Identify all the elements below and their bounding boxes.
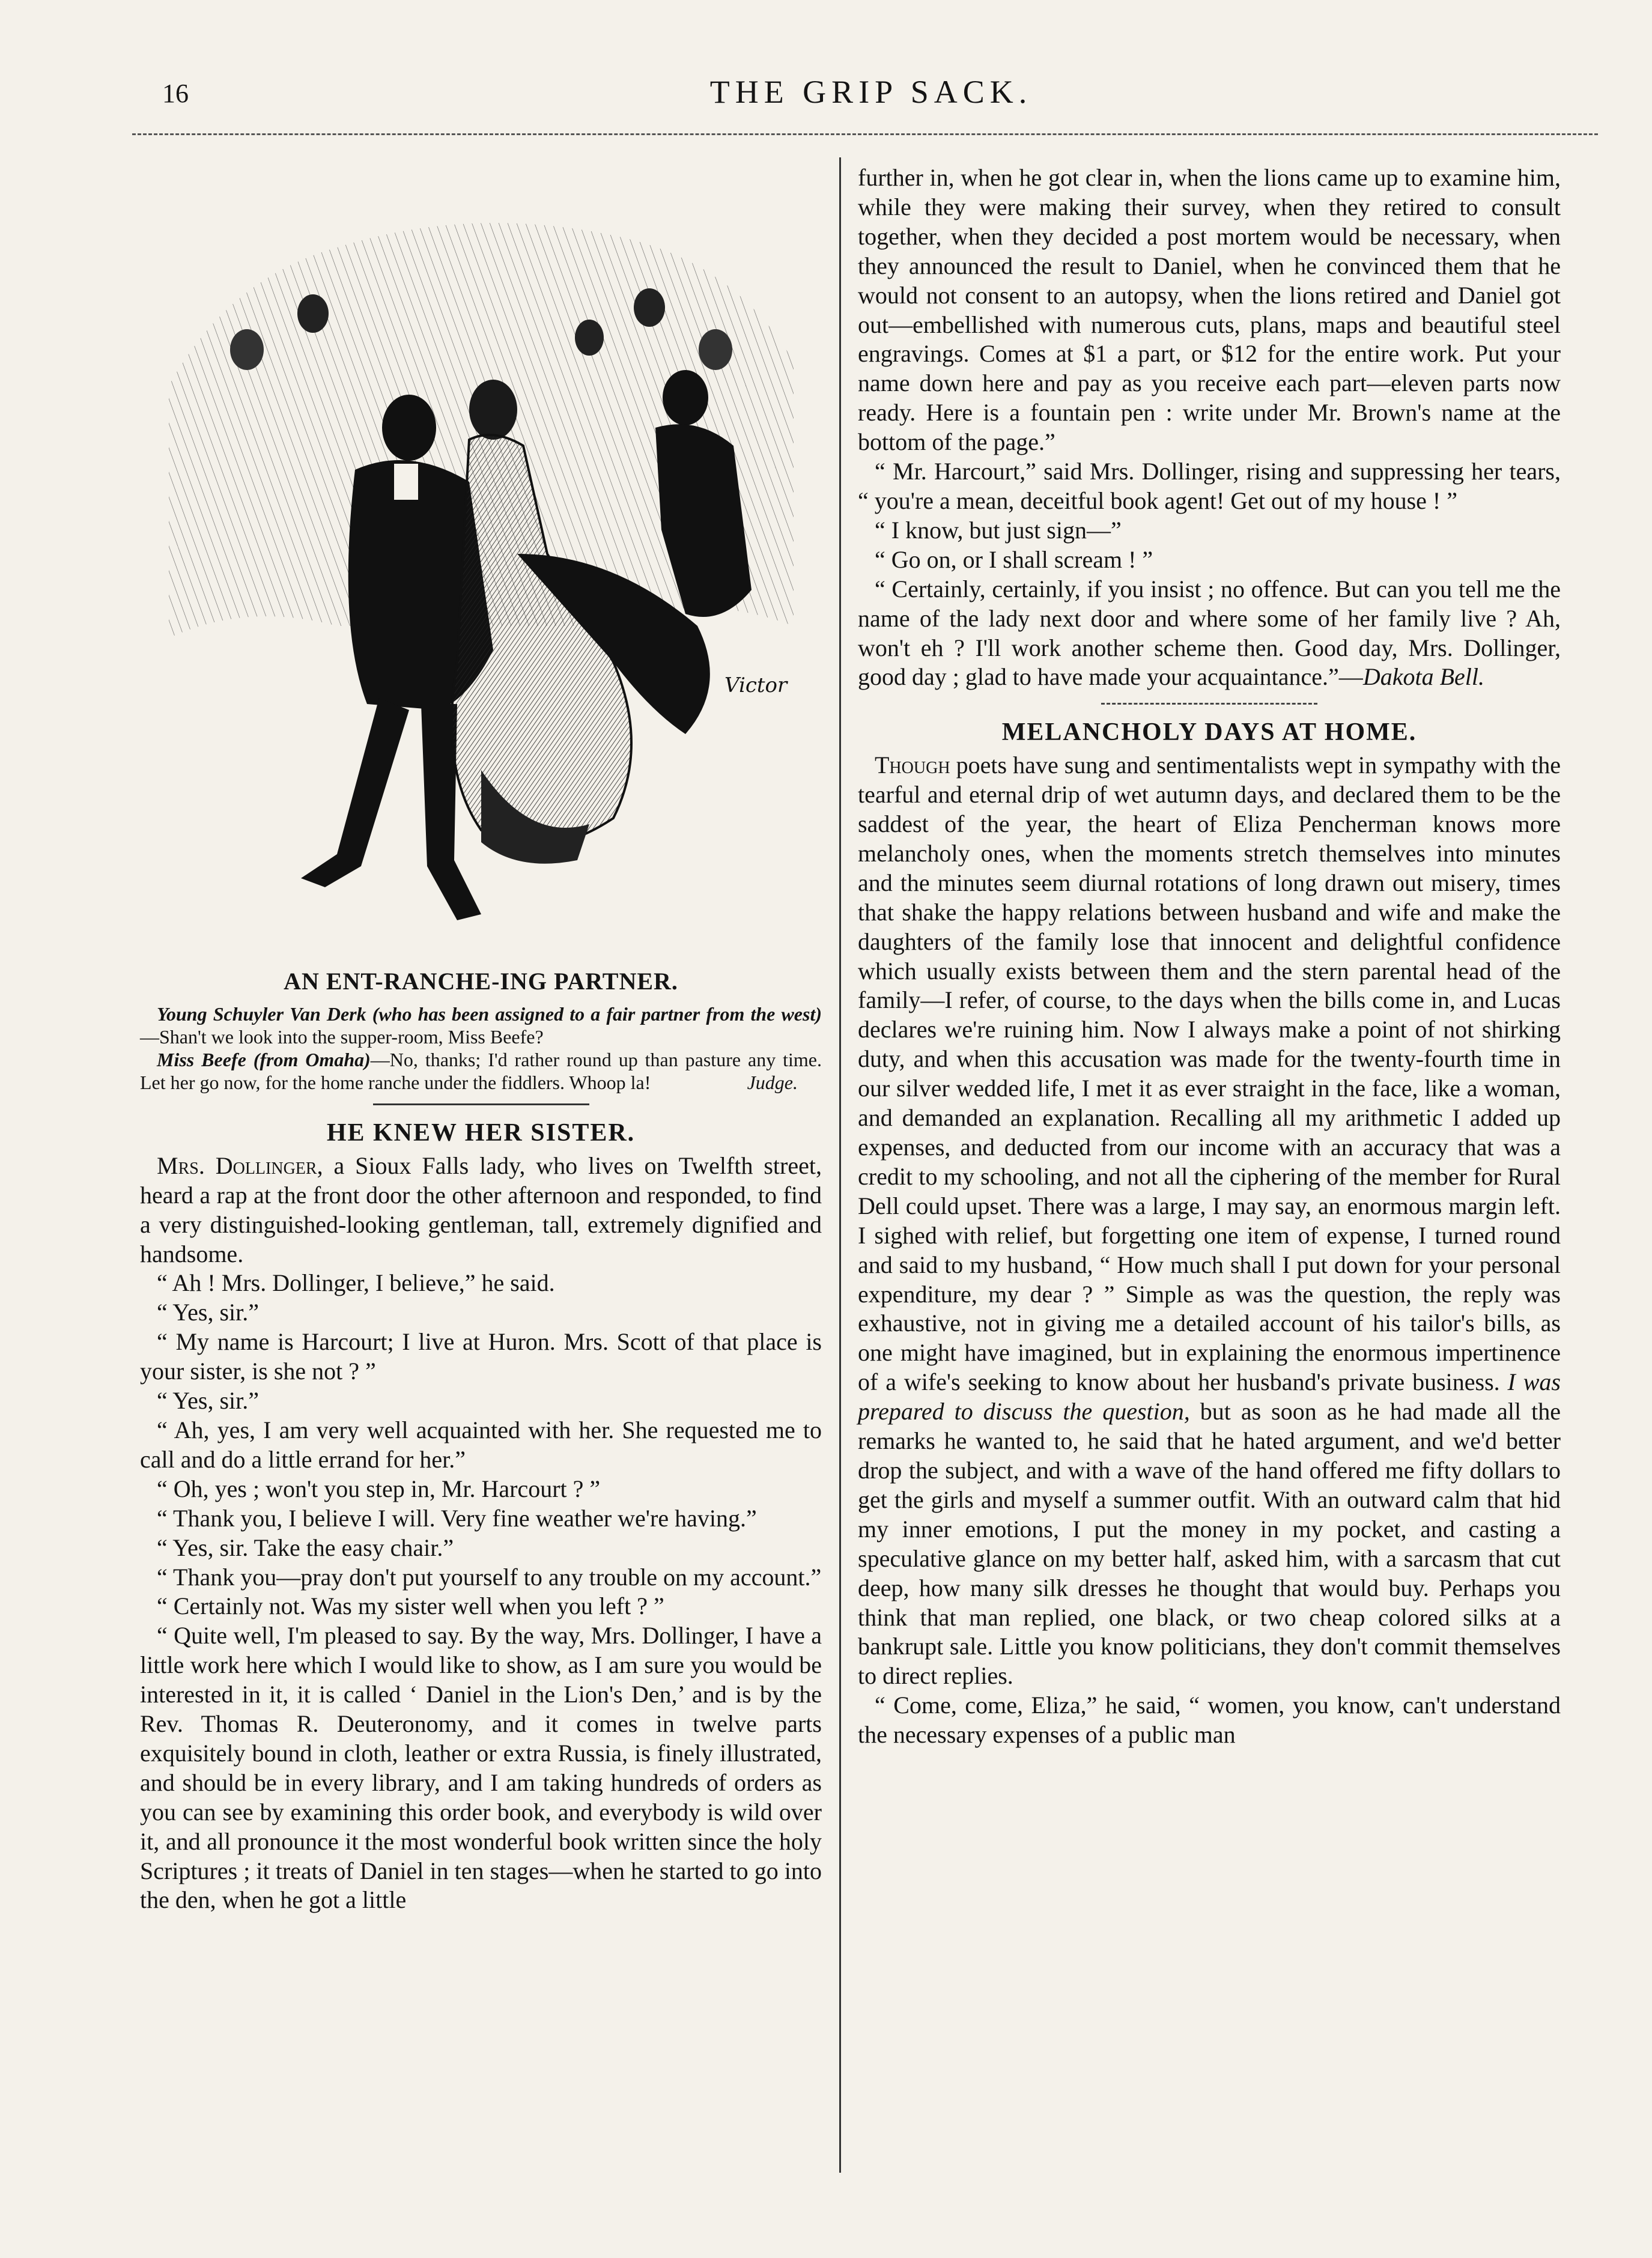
story1-paragraph: “ My name is Harcourt; I live at Huron. Mrs. Scott of that place is your sister, is she not ? ”: [140, 1328, 822, 1385]
story1-source: Dakota Bell.: [1362, 663, 1484, 691]
left-column: [140, 163, 822, 1915]
story1-continued-paragraph: further in, when he got clear in, when the lions came up to examine him, while they were making their survey, when they retired to consult together, when they decided a post mortem would be necessary, when they announced the result to Daniel, when he convinced them that he would not consent to an autopsy, when the lions retired and Daniel got out—embellished with numerous cuts, plans, maps and beautiful steel engravings. Comes at $1 a part, or $12 for the entire work. Put your name down here and pay as you receive each part—eleven parts now ready. Here is a fountain pen : write under Mr. Brown's name at the bottom of the page.”: [858, 164, 1561, 456]
story1-continued-paragraph: “ Mr. Harcourt,” said Mrs. Dollinger, rising and suppressing her tears, “ you're a mean, deceitful book agent! Get out of my house ! ”: [858, 458, 1561, 514]
page-header: [162, 71, 1580, 119]
story1-paragraph: “ Quite well, I'm pleased to say. By the way, Mrs. Dollinger, I have a little work here which I would like to show, as I am sure you would be interested in it, it is called ‘ Daniel in the Lion's Den,’ and is by the Rev. Thomas R. Deuteronomy, and it comes in twelve parts exquisitely bound in cloth, leather or extra Russia, is finely illustrated, and should be in every library, and I am taking hundreds of orders as you can see by examining this order book, and everybody is wild over it, and all pronounce it the most wonderful book written since the holy Scriptures ; it treats of Daniel in ten stages—when he started to go into the den, when he got a little: [140, 1622, 822, 1914]
caption-credit: Judge.: [747, 1071, 798, 1093]
column-divider: [839, 157, 841, 2173]
caption-line-1: [140, 1003, 822, 1048]
story1-paragraph: “ Yes, sir.”: [157, 1299, 260, 1326]
story1-paragraph: “ Ah ! Mrs. Dollinger, I believe,” he said.: [157, 1269, 555, 1297]
page-number: 16: [162, 79, 189, 108]
story1-paragraph: “ Ah, yes, I am very well acquainted with her. She requested me to call and do a little errand for her.”: [140, 1416, 822, 1473]
caption-speaker-2: Miss Beefe (from Omaha): [157, 1048, 371, 1070]
story1-paragraph: “ Thank you, I believe I will. Very fine weather we're having.”: [157, 1504, 757, 1532]
story1-paragraph: “ Yes, sir.”: [157, 1387, 260, 1415]
story2-paragraph: Though poets have sung and sentimentalists wept in sympathy with the tearful and eternal drip of wet autumn days, and declared them to be the saddest of the year, the heart of Eliza Pencherman knows more melancholy ones, when the moments stretch themselves into minutes and the minutes seem diurnal rotations of long drawn out misery, times that shake the happy relations between husband and wife and make the daughters of the family lose that innocent and delightful confidence which usually exists between them and the stern parental head of the family—I refer, of course, to the days when the bills come in, and Lucas declares we're ruining him. Now I always make a point of not shirking duty, and when this accusation was made for the twenty-fourth time in our silver wedded life, I met it as ever straight in the face, like a woman, and demanded an explanation. Recalling all my arithmetic I added up expenses, and deducted from our income with an accuracy that was a credit to my schooling, and not all the ciphering of the member for Rural Dell could upset. There was a large, I may say, an enormous margin left. I sighed with relief, but forgetting one item of expense, I turned round and said to my husband, “ How much shall I put down for your personal expenditure, my dear ? ” Simple as was the question, the reply was exhaustive, not in giving me a detailed account of his tailor's bills, as one might have imagined, but in explaining the enormous impertinence of a wife's seeking to know about her husband's private business. I was prepared to discuss the question, but as soon as he had made all the remarks he wanted to, he said that he hated argument, and we'd better drop the subject, and with a wave of the hand offered me fifty dollars to get the girls and myself a summer outfit. With an outward calm that hid my inner emotions, I put the money in my pocket, and casting a speculative glance on my better half, asked him, with a sarcasm that cut deep, how many silk dresses he thought that would buy. Perhaps you think that man replied, one black, or two cheap colored silks at a bankrupt sale. Little you know politicians, they don't commit themselves to direct replies.: [858, 751, 1561, 1690]
illustration-signature: Victor: [724, 673, 787, 697]
story1-paragraph: Mrs. Dollinger, a Sioux Falls lady, who lives on Twelfth street, heard a rap at the front door the other afternoon and responded, to find a very distinguished-looking gentleman, tall, extremely dignified and handsome.: [140, 1152, 822, 1267]
story1-paragraph: “ Yes, sir. Take the easy chair.”: [157, 1534, 454, 1561]
section-rule: [1101, 703, 1317, 705]
story1-continued-paragraph: “ Certainly, certainly, if you insist ; no offence. But can you tell me the name of the lady next door and where some of her family live ? Ah, won't eh ? I'll work another scheme then. Good day, Mrs. Dollinger, good day ; glad to have made your acquaintance.”—Dakota Bell.: [858, 575, 1561, 691]
story2-paragraph: “ Come, come, Eliza,” he said, “ women, you know, can't understand the necessary expenses of a public man: [858, 1692, 1561, 1749]
header-rule: [132, 133, 1598, 135]
caption-title: AN ENT-RANCHE-ING PARTNER.: [284, 968, 678, 995]
story1-opening-name: Mrs. Dollinger: [157, 1152, 317, 1179]
story1-continued-paragraph: “ Go on, or I shall scream ! ”: [875, 545, 1153, 573]
right-column: [858, 163, 1561, 1750]
story1-title: HE KNEW HER SISTER.: [326, 1118, 636, 1147]
section-rule: [373, 1103, 589, 1105]
caption-speaker-1: Young Schuyler Van Derk (who has been assigned to a fair partner from the west): [157, 1003, 822, 1025]
caption-text-2: —No, thanks; I'd rather round up than pasture any time. Let her go now, for the home ranche under the fiddlers. Whoop la!: [140, 1048, 822, 1093]
story2-title: MELANCHOLY DAYS AT HOME.: [1001, 718, 1417, 747]
caption-text-1: —Shan't we look into the supper-room, Miss Beefe?: [140, 1025, 544, 1048]
dance-illustration: [157, 169, 806, 962]
story2-opening-word: Though: [875, 751, 950, 779]
story2-italic-phrase: I was prepared to discuss the question,: [858, 1368, 1561, 1425]
story1-paragraph: “ Oh, yes ; won't you step in, Mr. Harcourt ? ”: [157, 1475, 601, 1502]
story1-paragraph: “ Thank you—pray don't put yourself to any trouble on my account.”: [157, 1563, 822, 1591]
story1-continued-paragraph: “ I know, but just sign—”: [875, 516, 1122, 544]
caption-line-2: [140, 1048, 822, 1094]
story1-paragraph: “ Certainly not. Was my sister well when you left ? ”: [157, 1592, 664, 1620]
running-title: THE GRIP SACK.: [709, 74, 1033, 110]
